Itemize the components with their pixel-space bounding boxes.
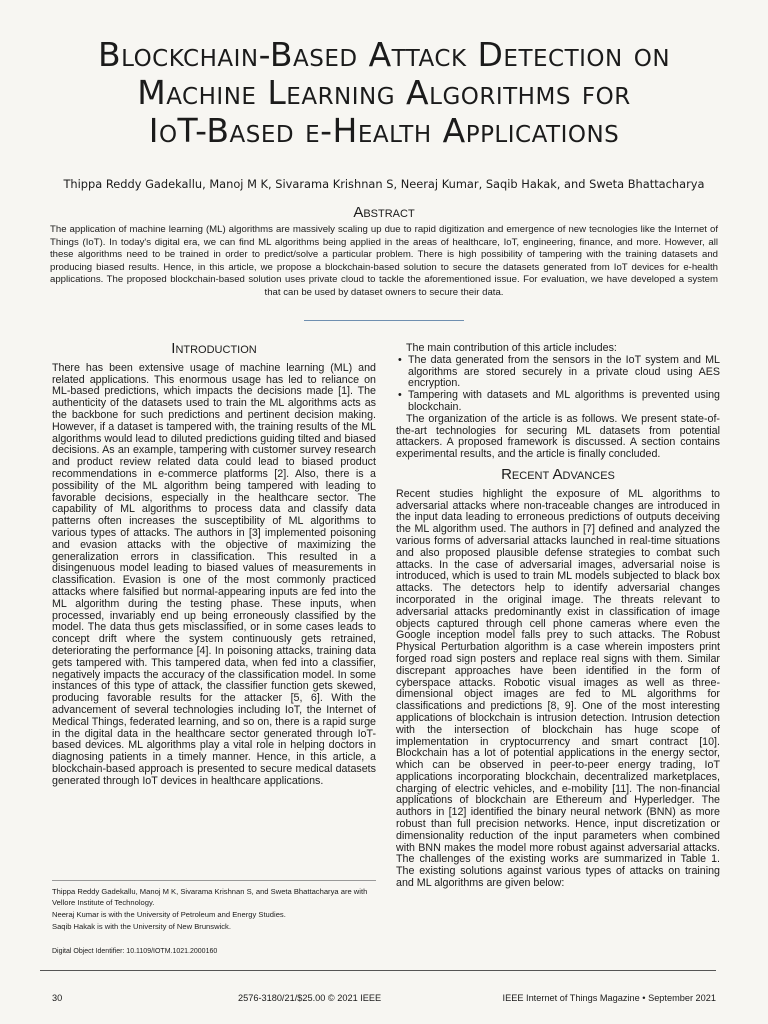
author-affiliations	[52, 886, 376, 933]
contributions-list	[396, 355, 720, 414]
page-number: 30	[52, 993, 63, 1003]
magazine-issue: IEEE Internet of Things Magazine • September 2021	[502, 993, 716, 1003]
recent-advances-heading: Recent Advances	[501, 465, 615, 483]
affiliation-vit: Thippa Reddy Gadekallu, Manoj M K, Sivarama Krishnan S, and Sweta Bhattacharya are with Vellore Institute of Technology.	[52, 887, 368, 907]
contribution-item: • The data generated from the sensors in the IoT system and ML algorithms are stored securely in a private cloud using AES encryption.	[396, 355, 720, 390]
title-line-3: IoT-Based e-Health Applications	[148, 111, 620, 150]
introduction-text: There has been extensive usage of machine learning (ML) and related applications. This enormous usage has led to reliance on ML-based predictions, which impacts the decisions made [1]. The authenticity of the datasets used to train the ML algorithms acts as the backbone for such predictions and pertinent decision making. However, if a dataset is tampered with, the training results of the ML algorithms would lead to diluted predictions guiding tilted and biased decisions. As an example, tampering with customer survey research and product review related data could lead to biased product recommendations in e-commerce platforms [2]. Also, there is a possibility of the ML algorithm being tampered with leading to favorable decisions, especially in the healthcare sector. The capability of ML algorithms to process data and classify data patterns often increases the susceptibility of ML algorithms to various types of attacks. The authors in [3] implemented poisoning and evasion attacks with the objective of maximizing the generalization errors in classification. This resulted in a disingenuous model leading to biased values of measurements in classification. Evasion is one of the most commonly practiced attacks where falsified but normal-appearing inputs are fed into the ML algorithm during the testing phase. These inputs, when processed, invariably end up being erroneously classified by the model. The data thus gets misclassified, or in some cases leads to concept drift where the system continuously gets retrained, deteriorating the performance [4]. In poisoning attacks, training data gets tampered with. This tampered data, when fed into a classifier, negatively impacts the accuracy of the classification model. In some instances of this type of attack, the classifier function gets skewed, producing favorable results for the attacker [5, 6]. With the advancement of several technologies including IoT, the Internet of Medical Things, federated learning, and so on, there is a rapid surge in the digital data in the healthcare sector generated through IoT-based devices. ML algorithms play a vital role in helping doctors in diagnosing patients in a timely manner. Hence, in this article, a blockchain-based approach is presented to secure medical datasets generated through IoT devices in healthcare applications.	[52, 361, 376, 787]
footnote-divider	[52, 880, 376, 881]
left-column	[52, 340, 376, 787]
article-title	[40, 36, 728, 150]
issn-copyright: 2576-3180/21/$25.00 © 2021 IEEE	[238, 993, 382, 1003]
author-list: Thippa Reddy Gadekallu, Manoj M K, Sivarama Krishnan S, Neeraj Kumar, Saqib Hakak, and Sweta Bhattacharya	[63, 177, 705, 191]
footer-divider	[40, 970, 716, 971]
abstract-text: The application of machine learning (ML) algorithms are massively scaling up due to rapid digitization and emergence of new tecnologies like the Internet of Things (IoT). In today's digital era, we can find ML algorithms being applied in the areas of healthcare, IoT, engineering, finance, and more. However, all these algorithms need to be trained in order to predict/solve a particular problem. There is high possibility of tampering with the training datasets and producing biased results. Hence, in this article, we propose a blockchain-based solution to secure the datasets generated from IoT devices for e-health applications. The proposed blockchain-based solution uses private cloud to tackle the aforementioned issue. For evaluation, we have developed a system that can be used by dataset owners to secure their data.	[50, 224, 718, 298]
abstract-divider	[304, 320, 464, 321]
contribution-item: • Tampering with datasets and ML algorithms is prevented using blockchain.	[396, 390, 720, 414]
organization-text: The organization of the article is as follows. We present state-of-the-art technologies for securing ML datasets from potential attackers. A proposed framework is discussed. A section contains experimental results, and the article is finally concluded.	[396, 412, 720, 461]
affiliation-upes: Neeraj Kumar is with the University of Petroleum and Energy Studies.	[52, 910, 286, 919]
title-line-2: Machine Learning Algorithms for	[137, 73, 631, 112]
contributions-intro: The main contribution of this article includes:	[406, 342, 617, 354]
doi-identifier: Digital Object Identifier: 10.1109/IOTM.1021.2000160	[52, 948, 218, 955]
introduction-heading: Introduction	[171, 340, 257, 357]
affiliation-unb: Saqib Hakak is with the University of New Brunswick.	[52, 922, 231, 931]
recent-advances-text: Recent studies highlight the exposure of ML algorithms to adversarial attacks where non-traceable changes are introduced in the input data leading to erroneous predictions of outputs deceiving the ML algorithm used. The authors in [7] defined and analyzed the various forms of adversarial attacks launched in real-time situations and also proposed plausible defense strategies to combat such attacks. In the case of adversarial images, adversarial noise is introduced, which is used to train ML models subjected to black box attacks. The detectors help to identify adversarial changes incorporated in the original image. The threats relevant to adversarial attacks predominantly exist in classification of image objects captured through cell phone cameras where even the Google inception model falls prey to such attacks. The Robust Physical Perturbation algorithm is a case wherein imposters print forged road sign posters and replace real signs with them. Similar discrepant approaches have been identified in the form of cyberspace attacks. Robotic visual images as well as three-dimensional object images are fed to ML algorithms for classifications and predictions [8, 9]. One of the most interesting applications of blockchain is intrusion detection. Intrusion detection with the intersection of blockchain has huge scope of implementation in cryptocurrency and smart contract [10]. Blockchain has a lot of potential applications in the energy sector, which can be observed in peer-to-peer energy trading, IoT applications incorporating blockchain, decentralized marketplaces, charging of electric vehicles, and e-mobility [11]. The non-financial applications of blockchain are Ethereum and Hyperledger. The authors in [12] identified the binary neural network (BNN) as more robust than full precision networks. Hence, input discretization or dimensionality reduction of the input parameters when combined with BNN makes the model more robust against adversarial attacks. The challenges of the existing works are summarized in Table 1. The existing solutions against various types of attacks on training and ML algorithms are given below:	[396, 487, 720, 890]
title-line-1: Blockchain-Based Attack Detection on	[97, 35, 671, 74]
abstract-heading: Abstract	[353, 204, 415, 221]
right-column	[396, 343, 720, 890]
